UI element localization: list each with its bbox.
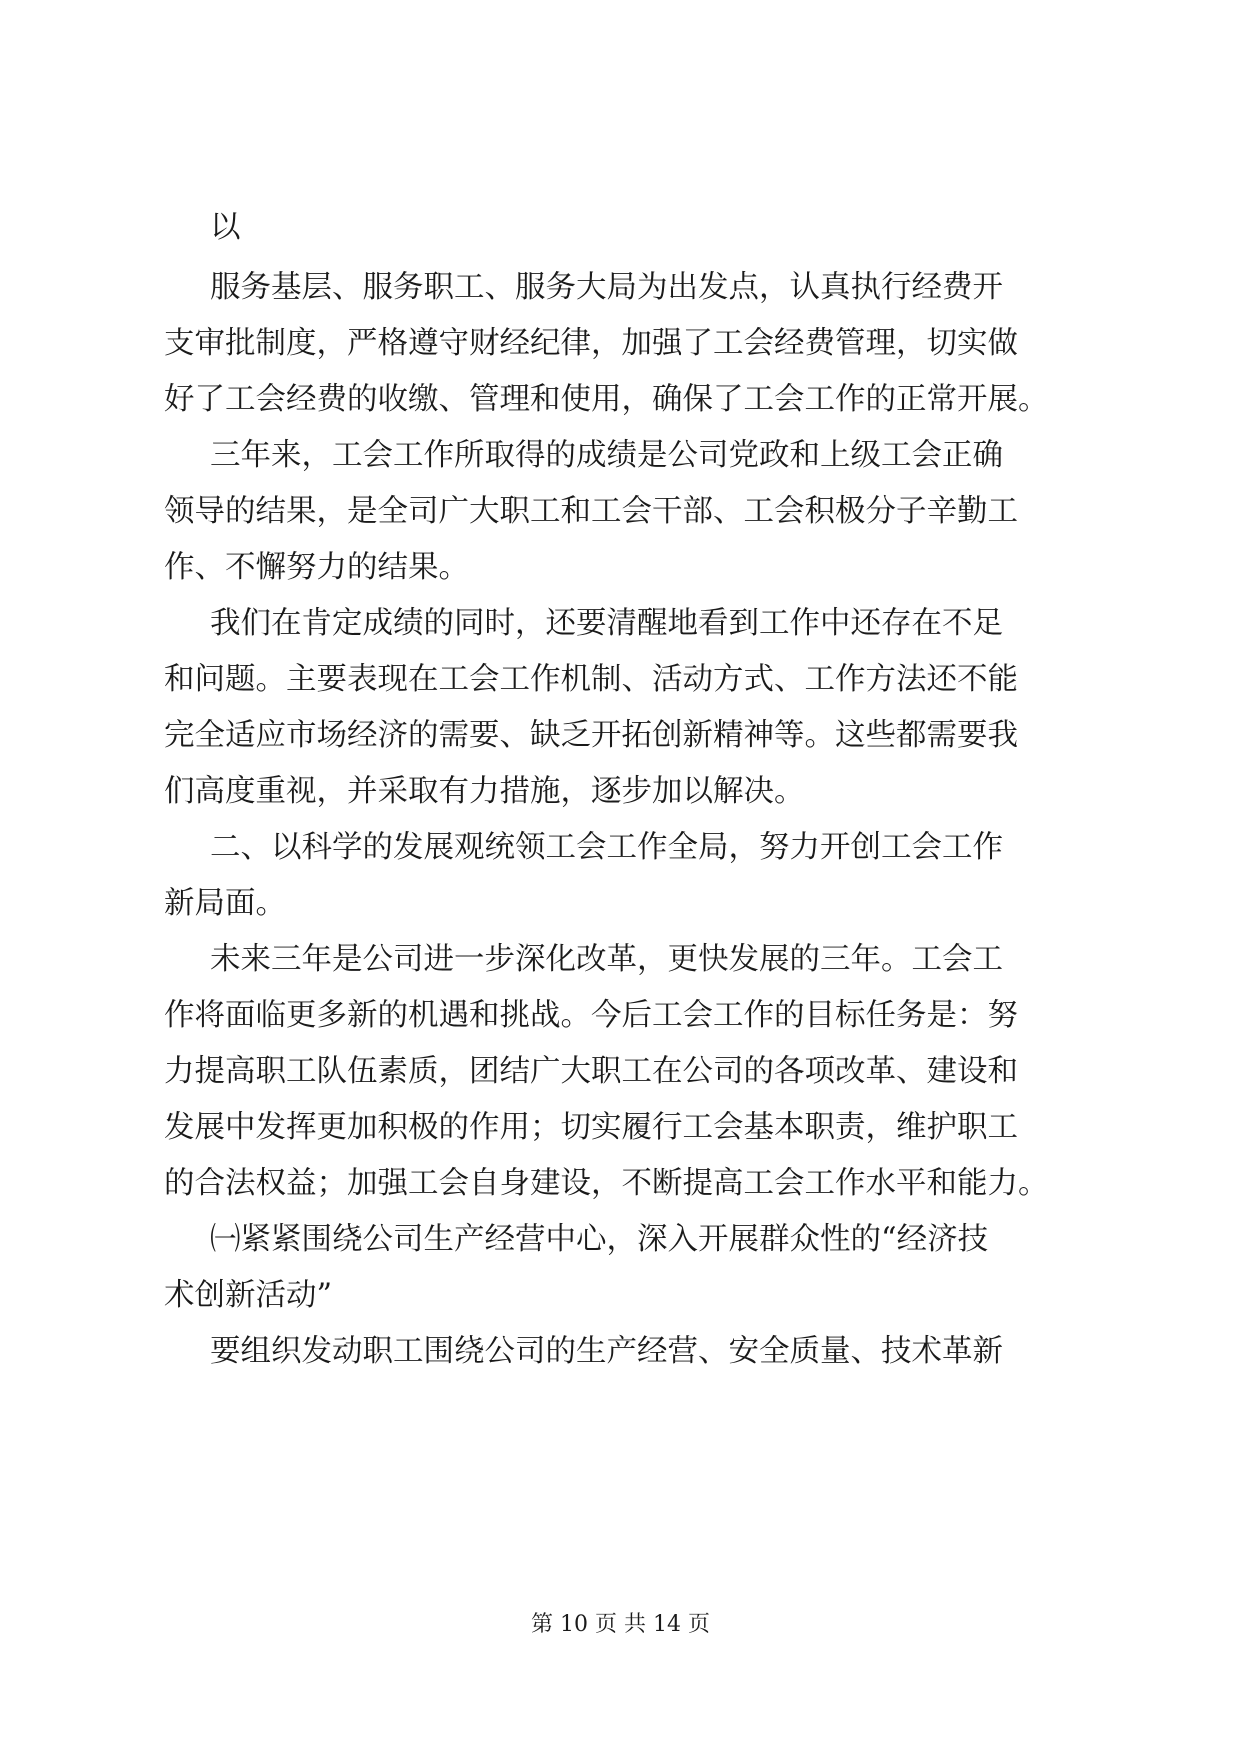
text-line: 发展中发挥更加积极的作用；切实履行工会基本职责，维护职工: [164, 1110, 1018, 1145]
text-line: 新局面。: [164, 886, 286, 921]
text-line: 力提高职工队伍素质，团结广大职工在公司的各项改革、建设和: [164, 1054, 1018, 1089]
text-line: 术创新活动”: [164, 1278, 333, 1313]
text-line: 我们在肯定成绩的同时，还要清醒地看到工作中还存在不足: [210, 606, 1003, 641]
text-line: 好了工会经费的收缴、管理和使用，确保了工会工作的正常开展。: [164, 382, 1049, 417]
text-line: 三年来，工会工作所取得的成绩是公司党政和上级工会正确: [210, 438, 1003, 473]
text-line: 们高度重视，并采取有力措施，逐步加以解决。: [164, 774, 805, 809]
text-line: 和问题。主要表现在工会工作机制、活动方式、工作方法还不能: [164, 662, 1018, 697]
text-line: 二、以科学的发展观统领工会工作全局，努力开创工会工作: [210, 830, 1003, 865]
text-line: 作、不懈努力的结果。: [164, 550, 469, 585]
text-line: 支审批制度，严格遵守财经纪律，加强了工会经费管理，切实做: [164, 326, 1018, 361]
text-line: 要组织发动职工围绕公司的生产经营、安全质量、技术革新: [210, 1334, 1003, 1369]
text-line: 完全适应市场经济的需要、缺乏开拓创新精神等。这些都需要我: [164, 718, 1018, 753]
text-line: 未来三年是公司进一步深化改革，更快发展的三年。工会工: [210, 942, 1003, 977]
text-line: 领导的结果，是全司广大职工和工会干部、工会积极分子辛勤工: [164, 494, 1018, 529]
text-line: 作将面临更多新的机遇和挑战。今后工会工作的目标任务是：努: [164, 998, 1018, 1033]
text-line: 的合法权益；加强工会自身建设，不断提高工会工作水平和能力。: [164, 1166, 1049, 1201]
text-line: ㈠紧紧围绕公司生产经营中心，深入开展群众性的“经济技: [210, 1222, 989, 1257]
text-line: 服务基层、服务职工、服务大局为出发点，认真执行经费开: [210, 270, 1003, 305]
page-footer: 第 10 页 共 14 页: [531, 1612, 710, 1637]
text-line: 以: [210, 210, 241, 245]
